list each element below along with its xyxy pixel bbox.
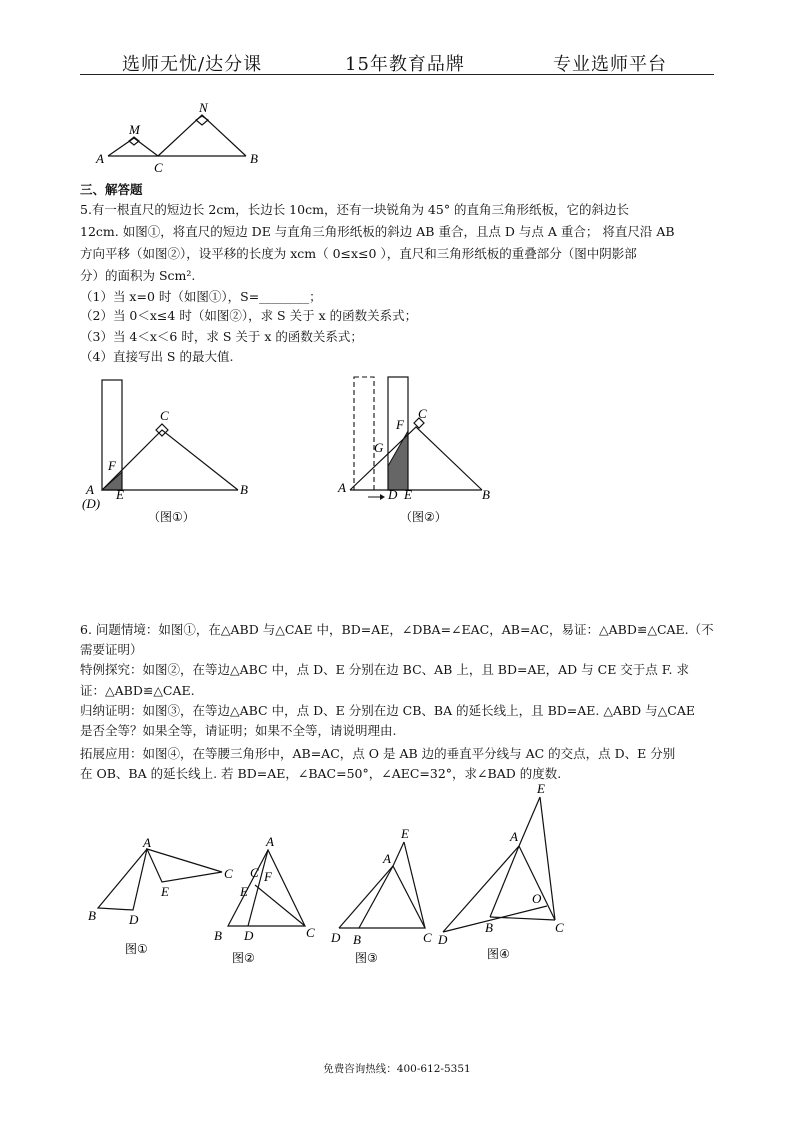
label-F: F (396, 417, 404, 432)
label-A: A (143, 835, 151, 850)
label-C: C (154, 160, 163, 175)
label-C: C (423, 930, 432, 945)
q6-fig3-caption: 图③ (355, 951, 378, 965)
label-C: C (555, 920, 564, 935)
label-B: B (88, 908, 96, 923)
label-B: B (482, 487, 490, 502)
q5-sub: （3）当 4＜x＜6 时，求 S 关于 x 的函数关系式； (80, 329, 363, 344)
label-D: D (438, 932, 448, 947)
footer-hotline: 免费咨询热线：400-612-5351 (323, 1063, 471, 1075)
label-C: C (250, 865, 259, 880)
label-C: C (224, 866, 233, 881)
label-C: C (160, 408, 169, 423)
label-B: B (250, 151, 258, 166)
q5-sub: （2）当 0＜x≤4 时（如图②），求 S 关于 x 的函数关系式； (80, 308, 418, 323)
q5-sub: （1）当 x=0 时（如图①），S=________； (80, 289, 322, 304)
label-C: C (306, 925, 315, 940)
q6-line: 是否全等？如果全等，请证明；如果不全等，请说明理由. (80, 723, 397, 738)
figure-top-triangles (90, 98, 280, 178)
q5-line: 方向平移（如图②），设平移的长度为 xcm（ 0≤x≤0 ），直尺和三角形纸板的重叠部分（图中阴影部 (80, 246, 637, 261)
label-B: B (485, 920, 493, 935)
q5-line: 12cm. 如图①，将直尺的短边 DE 与直角三角形纸板的斜边 AB 重合，且点 D 与点 A 重合； 将直尺沿 AB (80, 224, 675, 239)
label-D: D (331, 930, 341, 945)
label-E: E (404, 487, 412, 502)
label-A: A (86, 482, 94, 497)
q6-line: 在 OB、BA 的延长线上. 若 BD=AE，∠BAC=50°，∠AEC=32°，求∠BAD 的度数. (80, 766, 562, 781)
header-divider (80, 74, 714, 75)
label-D: D (244, 928, 254, 943)
fig2-caption: （图②） (400, 510, 447, 524)
label-A: A (383, 851, 391, 866)
header-right: 专业选师平台 (553, 54, 667, 75)
q6-figure-2 (210, 830, 330, 970)
label-D: (D) (82, 496, 101, 511)
label-O: O (532, 891, 542, 906)
label-C: C (418, 406, 427, 421)
label-B: B (240, 482, 248, 497)
label-E: E (240, 884, 248, 899)
q5-figure-2 (330, 375, 520, 525)
label-F: F (108, 458, 116, 473)
q6-fig1-caption: 图① (125, 942, 148, 956)
label-A: A (338, 480, 346, 495)
q5-sub: （4）直接写出 S 的最大值. (80, 349, 234, 364)
label-E: E (116, 487, 124, 502)
label-G: G (374, 440, 384, 455)
label-A: A (266, 834, 274, 849)
header-center: 15年教育品牌 (345, 54, 465, 75)
label-B: B (353, 932, 361, 947)
header-left: 选师无忧/达分课 (122, 54, 263, 75)
q6-line: 证：△ABD≌△CAE. (80, 683, 195, 698)
label-E: E (537, 781, 545, 796)
q6-line: 归纳证明：如图③，在等边△ABC 中，点 D、E 分别在边 CB、BA 的延长线上，且 BD=AE. △ABD 与△CAE (80, 703, 696, 718)
label-D: D (388, 487, 398, 502)
label-A: A (96, 151, 104, 166)
q6-fig2-caption: 图② (232, 951, 255, 965)
q5-line: 分）的面积为 Scm². (80, 268, 196, 283)
q6-figure-4 (435, 780, 585, 970)
label-D: D (129, 912, 139, 927)
label-N: N (199, 100, 208, 115)
q6-line: 拓展应用：如图④，在等腰三角形中，AB=AC，点 O 是 AB 边的垂直平分线与 AC 的交点，点 D、E 分别 (80, 746, 676, 761)
q5-figure-1 (80, 375, 270, 525)
q6-line: 特例探究：如图②，在等边△ABC 中，点 D、E 分别在边 BC、AB 上，且 BD=AE，AD 与 CE 交于点 F. 求 (80, 662, 689, 677)
label-B: B (214, 928, 222, 943)
q6-line: 6. 问题情境：如图①，在△ABD 与△CAE 中，BD=AE，∠DBA=∠EAC，AB=AC，易证：△ABD≌△CAE.（不 (80, 622, 714, 637)
q6-fig4-caption: 图④ (487, 947, 510, 961)
fig1-caption: （图①） (148, 510, 195, 524)
q6-line: 需要证明） (80, 642, 143, 657)
label-F: F (264, 869, 272, 884)
label-M: M (129, 122, 140, 137)
label-E: E (401, 826, 409, 841)
label-A: A (510, 829, 518, 844)
q6-figure-3 (325, 820, 445, 970)
label-E: E (161, 884, 169, 899)
section-heading: 三、解答题 (80, 182, 143, 197)
q5-line: 5.有一根直尺的短边长 2cm，长边长 10cm，还有一块锐角为 45° 的直角三角形纸板，它的斜边长 (80, 202, 630, 217)
